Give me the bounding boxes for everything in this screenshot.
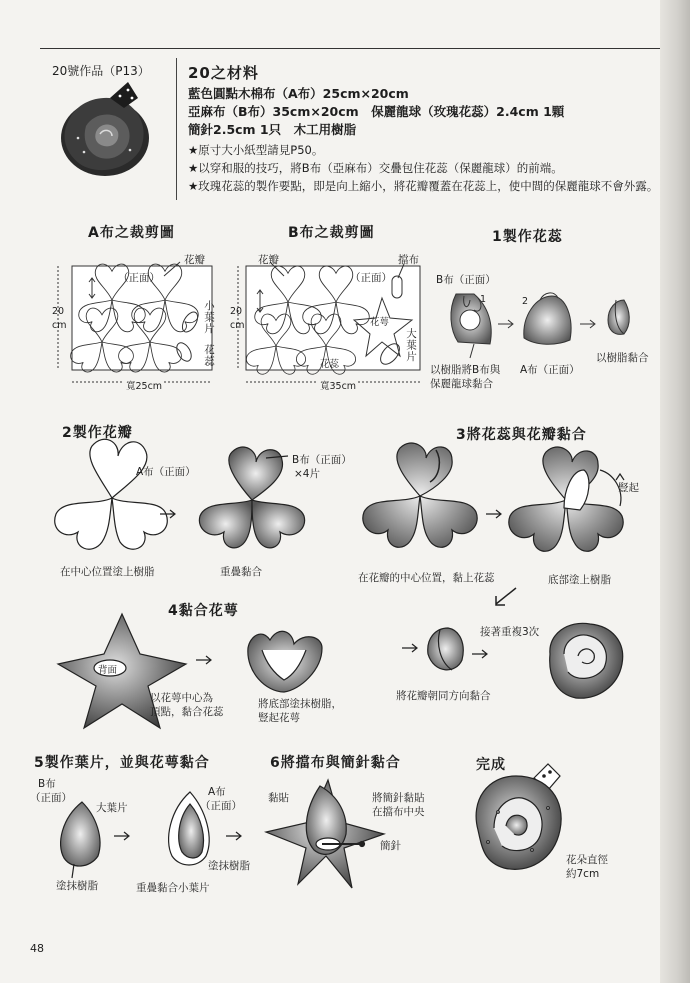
step1-glue: 以樹脂黏合 bbox=[596, 352, 649, 364]
cut-b-petal: 花瓣 bbox=[258, 254, 279, 266]
step5-glue: 塗抹樹脂 bbox=[208, 860, 250, 872]
note-line: ★玫瑰花蕊的製作要點，即是向上縮小，將花瓣覆蓋在花蕊上，使中間的保麗龍球不會外露。 bbox=[188, 179, 659, 193]
cut-b-unit: cm bbox=[230, 320, 245, 331]
step4-center-b: 頂點，黏合花蕊 bbox=[150, 706, 224, 718]
note-line: ★原寸大小紙型請見P50。 bbox=[188, 143, 324, 157]
cut-b-stamen: 花蕊 bbox=[320, 359, 340, 370]
finished-rose bbox=[476, 764, 561, 869]
step1-title: 1製作花蕊 bbox=[492, 229, 563, 245]
step5-b-front: （正面） bbox=[30, 792, 72, 804]
step6-pin-a: 將簡針黏貼 bbox=[372, 792, 425, 804]
materials-line: 簡針2.5cm 1只 木工用樹脂 bbox=[188, 122, 357, 137]
step6-title: 6將擋布與簡針黏合 bbox=[270, 755, 401, 771]
done-title: 完成 bbox=[476, 757, 506, 773]
step2-title: 2製作花瓣 bbox=[62, 425, 133, 441]
step3-up: 豎起 bbox=[618, 482, 639, 494]
cut-a-stamen: 花蕊 bbox=[203, 344, 215, 367]
step2-a-front: A布（正面） bbox=[136, 466, 196, 478]
step5-spread: 塗抹樹脂 bbox=[56, 880, 98, 892]
done-dia-a: 花朵直徑 bbox=[566, 854, 608, 866]
step4-back: 背面 bbox=[98, 665, 118, 676]
step3-title: 3將花蕊與花瓣黏合 bbox=[456, 427, 587, 443]
step5-a-label: A布 bbox=[208, 786, 226, 798]
materials-line: 藍色圓點木棉布（A布）25cm×20cm bbox=[188, 86, 409, 101]
step5-title: 5製作葉片，並與花萼黏合 bbox=[34, 755, 210, 771]
cut-b-width: 寬35cm bbox=[318, 378, 358, 392]
materials-title: 20之材料 bbox=[188, 64, 259, 82]
note-line: ★以穿和服的技巧，將B布（亞麻布）交疊包住花蕊（保麗龍球）的前端。 bbox=[188, 161, 563, 175]
page-number: 48 bbox=[30, 942, 44, 955]
step1-note-b: 保麗龍球黏合 bbox=[430, 378, 493, 390]
cut-a-small-leaf: 小葉片 bbox=[203, 300, 215, 335]
step5-big-leaf: 大葉片 bbox=[96, 802, 128, 814]
cut-a-petal: 花瓣 bbox=[184, 254, 205, 266]
step5-b-label: B布 bbox=[38, 778, 56, 790]
step1-drawings bbox=[451, 293, 629, 358]
cut-b-front: （正面） bbox=[350, 272, 392, 284]
step6-pin-b: 在擋布中央 bbox=[372, 806, 425, 818]
step6-pin: 簡針 bbox=[380, 840, 401, 852]
cut-a-front: （正面） bbox=[118, 272, 160, 284]
step4-same-dir: 將花瓣朝同方向黏合 bbox=[396, 690, 491, 702]
step1-b-front: B布（正面） bbox=[436, 274, 496, 286]
step1-a-front: A布（正面） bbox=[520, 364, 580, 376]
step6-stick: 黏貼 bbox=[268, 792, 289, 804]
rose-photo bbox=[61, 82, 149, 176]
step4-bottom-b: 豎起花萼 bbox=[258, 712, 300, 724]
step2-drawings bbox=[55, 439, 305, 549]
done-dia-b: 約7cm bbox=[566, 868, 600, 880]
cut-b-title: B布之裁剪圖 bbox=[288, 225, 375, 241]
step2-times: ×4片 bbox=[294, 468, 320, 480]
cut-b-cloth: 擋布 bbox=[398, 254, 419, 266]
cut-a-width: 寬25cm bbox=[124, 378, 164, 392]
step5-overlap-small: 重疊黏合小葉片 bbox=[136, 882, 210, 894]
step1-note-a: 以樹脂將B布與 bbox=[430, 364, 501, 376]
step4-title: 4黏合花萼 bbox=[168, 603, 239, 619]
step5-a-front: （正面） bbox=[200, 800, 242, 812]
cut-b-height: 20 bbox=[230, 306, 243, 317]
cut-b-big-leaf: 大葉片 bbox=[405, 328, 417, 363]
step4-center-a: 以花萼中心為 bbox=[150, 692, 213, 704]
step4-repeat: 接著重複3次 bbox=[480, 626, 540, 638]
work-number: 20號作品（P13） bbox=[52, 64, 150, 78]
cut-a-unit: cm bbox=[52, 320, 67, 331]
step4-bottom-a: 將底部塗抹樹脂， bbox=[258, 698, 342, 710]
step1-n2: 2 bbox=[522, 296, 529, 307]
cut-a-title: A布之裁剪圖 bbox=[88, 225, 175, 241]
step2-center-glue: 在中心位置塗上樹脂 bbox=[60, 566, 155, 578]
cut-a-height: 20 bbox=[52, 306, 65, 317]
step2-overlap: 重疊黏合 bbox=[220, 566, 262, 578]
cut-b-calyx: 花萼 bbox=[370, 317, 390, 328]
step3-bottom-glue: 底部塗上樹脂 bbox=[548, 574, 611, 586]
step3-center-glue: 在花瓣的中心位置，黏上花蕊 bbox=[358, 572, 495, 584]
materials-line: 亞麻布（B布）35cm×20cm 保麗龍球（玫瑰花蕊）2.4cm 1顆 bbox=[188, 104, 565, 119]
step1-n1: 1 bbox=[480, 294, 487, 305]
step2-b-front: B布（正面） bbox=[292, 454, 352, 466]
